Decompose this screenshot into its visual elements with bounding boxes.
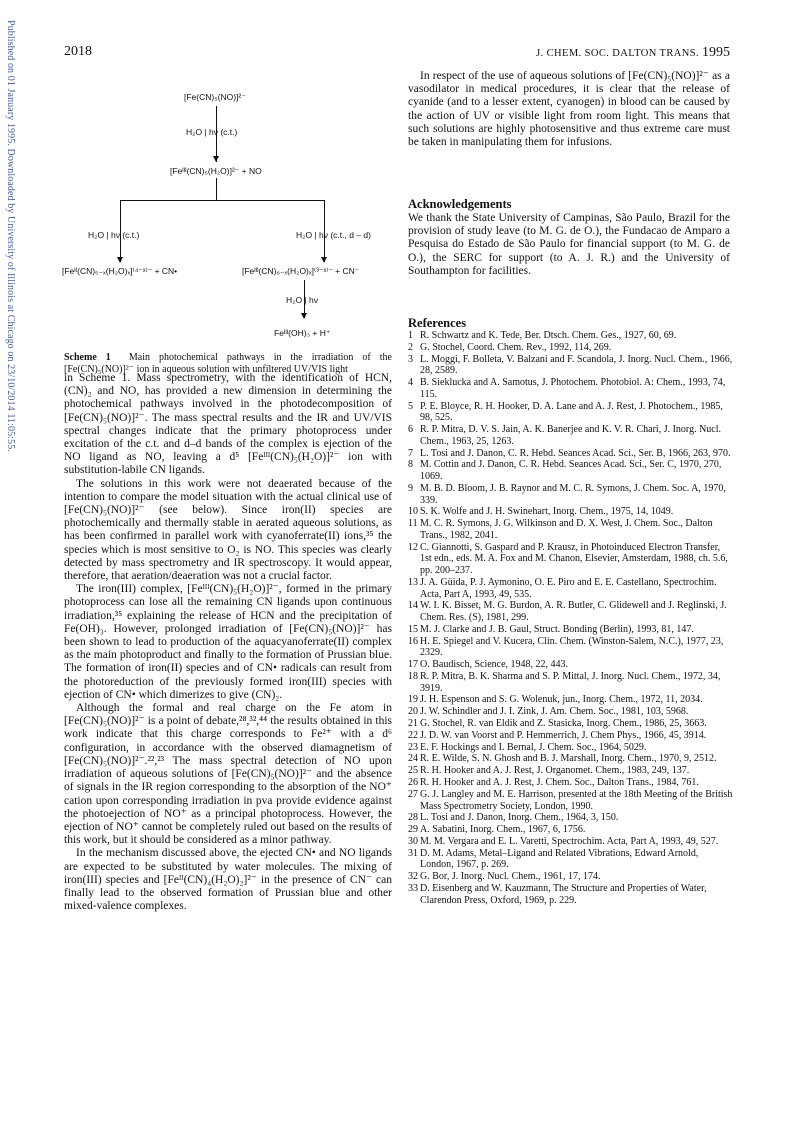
reference-text: S. K. Wolfe and J. H. Swinehart, Inorg. Chem., 1975, 14, 1049. xyxy=(420,506,674,518)
reference-number: 11 xyxy=(408,518,418,530)
reference-item xyxy=(408,777,734,789)
reference-number: 2 xyxy=(408,341,413,353)
scheme-right-label: H₂O | hν (c.t., d – d) xyxy=(296,230,371,240)
reference-text: J. A. Güida, P. J. Aymonino, O. E. Piro and E. E. Castellano, Spectrochim. Acta, Part A, 1993, 49, 535. xyxy=(420,576,717,600)
references-heading: References xyxy=(408,316,467,330)
reference-number: 21 xyxy=(408,718,418,730)
reference-text: G. J. Langley and M. E. Harrison, presented at the 18th Meeting of the British Mass Spectrometry Society, London, 1990. xyxy=(420,788,733,812)
reference-item xyxy=(408,518,734,541)
scheme-arrow-1-head xyxy=(213,156,219,162)
scheme-arrow-3-head xyxy=(301,313,307,319)
reference-item xyxy=(408,883,734,906)
reference-item xyxy=(408,812,734,824)
reference-text: R. P. Mitra, B. K. Sharma and S. P. Mittal, J. Inorg. Nucl. Chem., 1972, 34, 3919. xyxy=(420,670,721,694)
reference-number: 15 xyxy=(408,623,418,635)
reference-text: O. Baudisch, Science, 1948, 22, 443. xyxy=(420,659,569,671)
scheme-final-product: Feᴵᴵᴵ(OH)₃ + H⁺ xyxy=(274,328,331,338)
reference-number: 6 xyxy=(408,424,413,436)
reference-item xyxy=(408,836,734,848)
reference-number: 13 xyxy=(408,576,418,588)
reference-text: B. Sieklucka and A. Samotus, J. Photochem. Photobiol. A: Chem., 1993, 74, 115. xyxy=(420,377,726,400)
reference-number: 4 xyxy=(408,377,413,389)
reference-text: J. H. Espenson and S. G. Wolenuk, jun., Inorg. Chem., 1972, 11, 2034. xyxy=(420,694,703,706)
reference-text: D. Eisenberg and W. Kauzmann, The Structure and Properties of Water, Clarendon Press, Oxford, 1969, p. 229. xyxy=(420,883,707,906)
reference-number: 10 xyxy=(408,506,418,518)
reference-item xyxy=(408,671,734,694)
reference-text: J. W. Schindler and J. I. Zink, J. Am. Chem. Soc., 1981, 103, 5968. xyxy=(420,706,689,718)
reference-item xyxy=(408,542,734,577)
reference-text: M. J. Clarke and J. B. Gaul, Struct. Bonding (Berlin), 1993, 81, 147. xyxy=(420,623,694,635)
reference-item xyxy=(408,824,734,836)
paragraph: The iron(III) complex, [Feᴵᴵᴵ(CN)₅(H₂O)]²⁻, formed in the primary photoprocess can lose all the remaining CN ligands upon continuous irradiation,³⁵ explaining the release of HCN and the precipitation of Fe(OH)₃. However, prolonged irradiation of [Fe(CN)₅(NO)]²⁻ has been shown to lead to production of the aquacyanoferrate(II) complex as the main photoproduct and finally to the formation of Prussian blue. The formation of iron(II) species and of CN• radicals can result from the photoreduction of the previously formed iron(III) species with ejection of CN• which dimerizes to give (CN)₂. xyxy=(64,583,392,701)
reference-text: J. D. W. van Voorst and P. Hemmerrich, J. Chem Phys., 1966, 45, 3914. xyxy=(420,729,707,741)
reference-text: A. Sabatini, Inorg. Chem., 1967, 6, 1756. xyxy=(420,824,586,836)
reference-item xyxy=(408,459,734,482)
reference-text: R. E. Wilde, S. N. Ghosh and B. J. Marshall, Inorg. Chem., 1970, 9, 2512. xyxy=(420,753,717,765)
scheme-left-product: [Feᴵᴵ(CN)₅₋ₓ(H₂O)ₓ]⁽⁴⁻ˣ⁾⁻ + CN• xyxy=(62,266,178,276)
reference-text: H. E. Spiegel and V. Kucera, Clin. Chem. (Winston-Salem, N.C.), 1977, 23, 2329. xyxy=(420,635,724,659)
reference-text: M. Cottin and J. Danon, C. R. Hebd. Seances Acad. Sci., Ser. C, 1970, 270, 1069. xyxy=(420,459,722,483)
reference-number: 18 xyxy=(408,670,418,682)
reference-text: R. P. Mitra, D. V. S. Jain, A. K. Banerjee and K. V. R. Chari, J. Inorg. Nucl. Chem., 1963, 25, 1263. xyxy=(420,424,722,447)
scheme-right-arrow-head xyxy=(321,257,327,263)
reference-item xyxy=(408,694,734,706)
scheme-middle-species: [Feᴵᴵᴵ(CN)₅(H₂O)]²⁻ + NO xyxy=(170,166,262,176)
reference-text: L. Tosi and J. Danon, C. R. Hebd. Seances Acad. Sci., Ser. B, 1966, 263, 970. xyxy=(420,447,731,459)
reference-item xyxy=(408,730,734,742)
reference-item xyxy=(408,354,734,377)
reference-text: E. F. Hockings and I. Bernal, J. Chem. Soc., 1964, 5029. xyxy=(420,741,647,753)
paragraph: In the mechanism discussed above, the ejected CN• and NO ligands are expected to be substituted by water molecules. The mixing of iron(III) species and [Feᴵᴵ(CN)₄(H₂O)₂]²⁻ in the presence of CN⁻ can finally lead to the observed formation of Prussian blue and other mixed-valence complexes. xyxy=(64,847,392,913)
reference-item xyxy=(408,342,734,354)
reference-number: 27 xyxy=(408,788,418,800)
journal-year: 1995 xyxy=(702,45,730,60)
scheme-caption-text: Main photochemical pathways in the irradiation of the [Fe(CN)₅(NO)]²⁻ ion in aqueous solution with unfiltered UV/VIS light xyxy=(64,352,392,375)
reference-number: 31 xyxy=(408,847,418,859)
scheme-top-species: [Fe(CN)₅(NO)]²⁻ xyxy=(184,92,246,102)
reference-number: 7 xyxy=(408,447,413,459)
reference-item xyxy=(408,871,734,883)
scheme-branch-bar xyxy=(120,200,324,201)
reference-text: L. Moggi, F. Bolleta, V. Balzani and F. Scandola, J. Inorg. Nucl. Chem., 1966, 28, 2589. xyxy=(420,353,733,377)
reference-number: 30 xyxy=(408,835,418,847)
reference-text: M. B. D. Bloom, J. B. Raynor and M. C. R. Symons, J. Chem. Soc. A, 1970, 339. xyxy=(420,482,726,506)
reference-number: 32 xyxy=(408,871,418,883)
reference-text: L. Tosi and J. Danon, Inorg. Chem., 1964, 3, 150. xyxy=(420,812,619,824)
reference-text: R. H. Hooker and A. J. Rest, J. Organomet. Chem., 1983, 249, 137. xyxy=(420,765,690,777)
reference-item xyxy=(408,448,734,460)
journal-name: J. CHEM. SOC. DALTON TRANS. xyxy=(536,48,699,59)
scheme-left-label: H₂O | hν (c.t.) xyxy=(88,230,140,240)
reference-item xyxy=(408,424,734,447)
reference-item xyxy=(408,848,734,871)
reference-number: 14 xyxy=(408,600,418,612)
paragraph: in Scheme 1. Mass spectrometry, with the identification of HCN, (CN)₂ and NO, has provided a new dimension in determining the photochemical pathways involved in the photodecomposition of [Fe(CN)₅(NO)]²⁻. The mass spectral results and the IR and UV/VIS spectral changes indicate that the primary photoprocess under excitation of the c.t. and d–d bands of the complex is ejection of the NO ligand as NO, leaving a d⁵ [Feᴵᴵᴵ(CN)₅(H₂O)]²⁻ ion with substitution-labile CN ligands. xyxy=(64,372,392,477)
reference-text: G. Stochel, Coord. Chem. Rev., 1992, 114, 269. xyxy=(420,341,612,353)
reference-item xyxy=(408,624,734,636)
reference-number: 19 xyxy=(408,694,418,706)
right-column-intro xyxy=(408,70,730,149)
reference-item xyxy=(408,706,734,718)
scheme-left-arrow-head xyxy=(117,257,123,263)
scheme-branch-stem xyxy=(216,178,217,200)
reference-number: 29 xyxy=(408,824,418,836)
paragraph: In respect of the use of aqueous solutions of [Fe(CN)₅(NO)]²⁻ as a vasodilator in medical procedures, it is clear that the release of cyanide (and to a lesser extent, cyanogen) in blood can be caused by the action of UV or visible light from room light. This means that such solutions are highly photosensitive and thus extreme care must be taken in manipulating them for infusions. xyxy=(408,70,730,149)
reference-number: 9 xyxy=(408,482,413,494)
reference-number: 5 xyxy=(408,400,413,412)
page-number: 2018 xyxy=(64,44,92,59)
reference-number: 16 xyxy=(408,635,418,647)
journal-header xyxy=(536,45,730,61)
reference-text: W. I. K. Bisset, M. G. Burdon, A. R. Butler, C. Glidewell and J. Reglinski, J. Chem. Res. (S), 1981, 299. xyxy=(420,600,727,624)
reference-text: P. E. Bloyce, R. H. Hooker, D. A. Lane and A. J. Rest, J. Photochem., 1985, 98, 525. xyxy=(420,400,723,424)
reference-item xyxy=(408,377,734,400)
scheme-right-product: [Feᴵᴵᴵ(CN)₆₋ₓ(H₂O)ₓ]⁽³⁻ˣ⁾⁻ + CN⁻ xyxy=(242,266,360,276)
reference-item xyxy=(408,765,734,777)
reference-number: 26 xyxy=(408,777,418,789)
reference-item xyxy=(408,742,734,754)
reference-item xyxy=(408,718,734,730)
reference-text: R. Schwartz and K. Tede, Ber. Dtsch. Chem. Ges., 1927, 60, 69. xyxy=(420,330,677,341)
reference-number: 8 xyxy=(408,459,413,471)
scheme-step1-label: H₂O | hν (c.t.) xyxy=(186,127,238,137)
reference-item xyxy=(408,330,734,342)
acknowledgements-heading: Acknowledgements xyxy=(408,197,512,211)
reference-item xyxy=(408,753,734,765)
reference-item xyxy=(408,636,734,659)
reference-item xyxy=(408,401,734,424)
scheme-caption-label: Scheme 1 xyxy=(64,352,111,363)
left-column-text xyxy=(64,372,392,913)
reference-number: 25 xyxy=(408,765,418,777)
paragraph: Although the formal and real charge on the Fe atom in [Fe(CN)₅(NO)]²⁻ is a point of debate,²⁸,³²,⁴⁴ the results obtained in this work indicate that this charge corresponds to Fe²⁺ with a d⁶ configuration, in accordance with the observed diamagnetism of [Fe(CN)₅(NO)]²⁻.²²,²³ The mass spectral detection of NO upon irradiation of aqueous solutions of [Fe(CN)₅(NO)]²⁻ and the absence of signals in the IR region corresponding to the absorption of the NO⁺ cation upon corresponding irradiation in pva provide evidence against the photoejection of NO⁺ as a principal photoprocess. However, the ejection of NO⁺ cannot be completely ruled out based on the results of this work, but it should be considered as a minor pathway. xyxy=(64,702,392,847)
download-watermark-text: Published on 01 January 1995. Downloaded by University of Illinois at Chicago on 23/10/2014 11:05:55. xyxy=(5,20,16,452)
paragraph: The solutions in this work were not deaerated because of the intention to compare the model situation with the actual clinical use of [Fe(CN)₅(NO)]²⁻ (see below). Since iron(II) species are photochemically and thermally stable in aerated aqueous solutions, as has been confirmed in parallel work with cyanoferrate(II) ions,³⁵ the species which is most sensitive to O₂ is NO. This species was clearly detected by mass spectrometry and IR spectroscopy. It would appear, therefore, that aeration/deaeration was not a crucial factor. xyxy=(64,477,392,583)
scheme-step3-label: H₂O | hν xyxy=(286,295,318,305)
reference-item xyxy=(408,659,734,671)
reference-text: G. Bor, J. Inorg. Nucl. Chem., 1961, 17, 174. xyxy=(420,871,601,883)
reference-number: 33 xyxy=(408,883,418,895)
reference-text: R. H. Hooker and A. J. Rest, J. Chem. Soc., Dalton Trans., 1984, 761. xyxy=(420,777,699,789)
reference-text: M. C. R. Symons, J. G. Wilkinson and D. X. West, J. Chem. Soc., Dalton Trans., 1982, 2041. xyxy=(420,518,713,541)
reference-item xyxy=(408,577,734,600)
reference-item xyxy=(408,483,734,506)
reference-number: 17 xyxy=(408,659,418,671)
scheme-diagram xyxy=(60,82,390,352)
reference-number: 1 xyxy=(408,330,413,341)
reference-text: G. Stochel, R. van Eldik and Z. Stasicka, Inorg. Chem., 1986, 25, 3663. xyxy=(420,718,707,730)
reference-list xyxy=(408,330,734,907)
download-watermark xyxy=(4,20,16,810)
reference-number: 22 xyxy=(408,729,418,741)
reference-text: M. M. Vergara and E. L. Varetti, Spectrochim. Acta, Part A, 1993, 49, 527. xyxy=(420,835,719,847)
reference-item xyxy=(408,600,734,623)
acknowledgements-text: We thank the State University of Campinas, São Paulo, Brazil for the provision of study leave (to M. G. de O.), the Fundacao de Amparo a Pesquisa do Estado de São Paulo for financial support (to M. G. de O.), the SERC for support (to A. J. R.) and the University of Southampton for facilities. xyxy=(408,212,730,277)
reference-number: 28 xyxy=(408,812,418,824)
reference-number: 12 xyxy=(408,541,418,553)
reference-text: D. M. Adams, Metal–Ligand and Related Vibrations, Edward Arnold, London, 1967, p. 269. xyxy=(420,847,699,871)
reference-text: C. Giannotti, S. Gaspard and P. Krausz, in Photoinduced Electron Transfer, 1st edn., eds. M. A. Fox and M. Chanon, Elsevier, Amsterdam, 1988, ch. 5.6, pp. 200–237. xyxy=(420,541,728,577)
reference-number: 24 xyxy=(408,753,418,765)
reference-number: 23 xyxy=(408,741,418,753)
reference-number: 20 xyxy=(408,706,418,718)
reference-item xyxy=(408,506,734,518)
reference-number: 3 xyxy=(408,353,413,365)
reference-item xyxy=(408,789,734,812)
